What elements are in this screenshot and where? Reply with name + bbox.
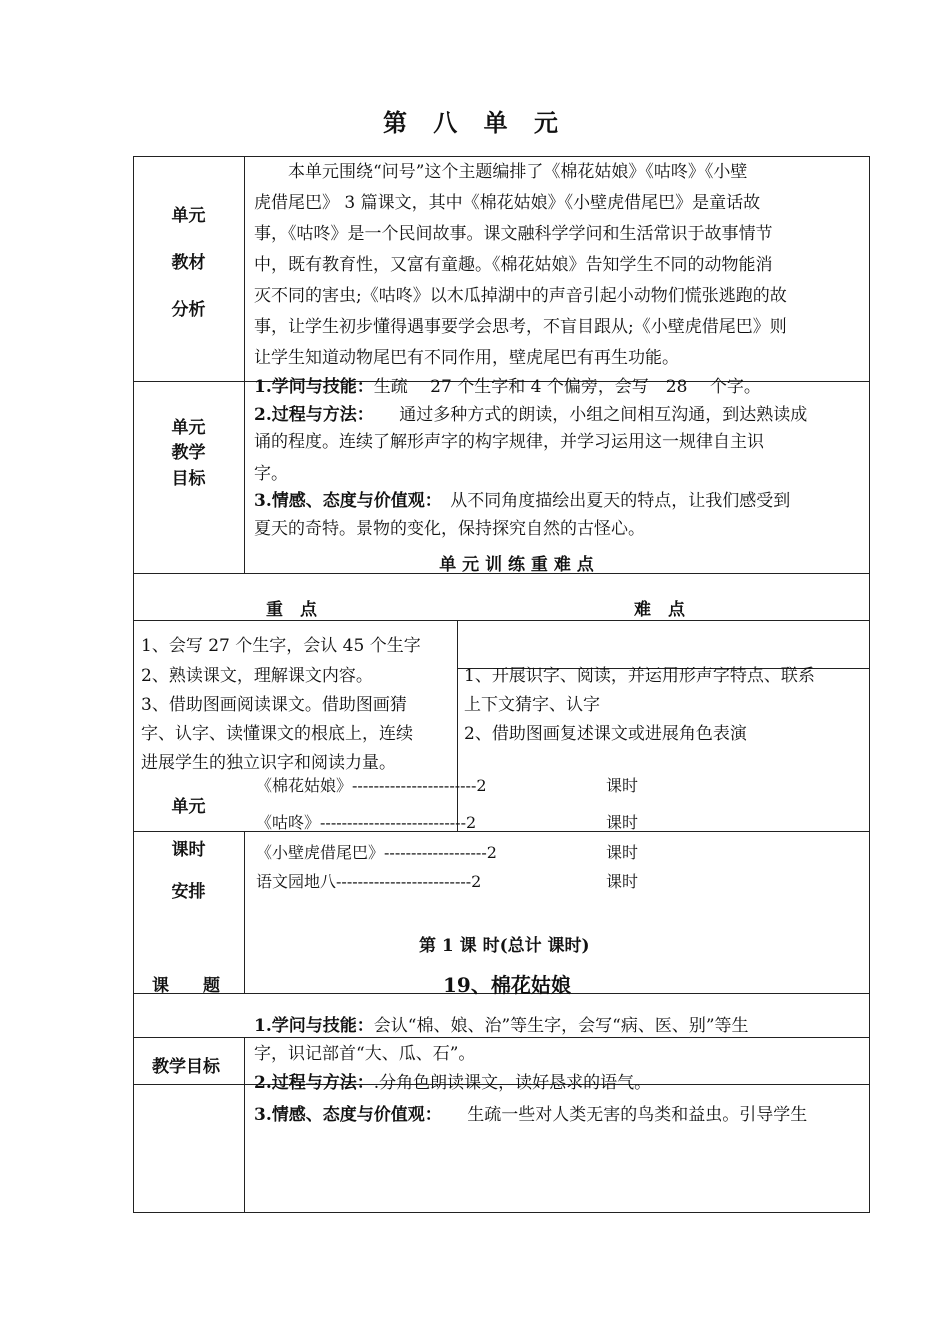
goals-label-line: 教学	[171, 443, 206, 463]
schedule-label-line: 课时	[171, 840, 206, 860]
goal-text: 夏天的奇特。景物的变化，保持探究自然的古怪心。	[254, 519, 645, 539]
analysis-line: 事，《咕咚》是一个民间故事。课文融科学学问和生活常识于故事情节	[254, 224, 773, 244]
analysis-line: 事，让学生初步懂得遇事要学会思考，不盲目跟从;《小壁虎借尾巴》则	[254, 317, 787, 337]
schedule-label-line: 安排	[171, 882, 206, 902]
goals-label-line: 目标	[171, 469, 206, 489]
goals-label-line: 单元	[171, 418, 206, 438]
schedule-item-title: 《小壁虎借尾巴》-------------------2	[256, 843, 497, 862]
period-heading: 第 1 课 时(总计 课时)	[419, 936, 590, 956]
goal-heading: 1.学问与技能：	[254, 377, 374, 397]
schedule-item	[256, 771, 487, 801]
schedule-item-title: 《棉花姑娘》-----------------------2	[256, 776, 487, 795]
schedule-label-line: 单元	[171, 797, 206, 817]
goal-emotion	[254, 486, 790, 516]
schedule-item	[256, 808, 476, 838]
goal-text: 生疏 27 个生字和 4 个偏旁，会写 28 个字。	[373, 377, 761, 397]
analysis-line: 中，既有教育性，又富有童趣。《棉花姑娘》告知学生不同的动物能消	[254, 255, 773, 275]
goal-text: 字。	[254, 464, 288, 484]
analysis-line: 灭不同的害虫;《咕咚》以木瓜掉湖中的声音引起小动物们慌张逃跑的故	[254, 286, 787, 306]
key-point-line: 进展学生的独立识字和阅读力量。	[141, 753, 396, 773]
analysis-label-line: 单元	[171, 206, 206, 226]
goal-text: 生疏一些对人类无害的鸟类和益虫。引导学生	[433, 1105, 808, 1125]
goal-process	[254, 400, 807, 430]
schedule-item-title: 《咕咚》---------------------------2	[256, 813, 477, 832]
difficult-point-line: 2、借助图画复述课文或进展角色表演	[464, 724, 747, 744]
goal-heading: 3.情感、态度与价值观：	[254, 491, 434, 511]
topic-label: 课 题	[152, 976, 220, 996]
lesson-goal-process	[254, 1068, 651, 1098]
goal-text: 诵的程度。连续了解形声字的构字规律，并学习运用这一规律自主识	[254, 432, 764, 452]
schedule-item-title: 语文园地八-------------------------2	[256, 872, 482, 891]
goal-heading: 3.情感、态度与价值观：	[254, 1105, 434, 1125]
goal-knowledge	[254, 372, 761, 402]
schedule-item-unit: 课时	[606, 776, 639, 795]
analysis-label-line: 分析	[171, 300, 206, 320]
difficult-point-line: 1、开展识字、阅读，并运用形声字特点、联系	[464, 666, 815, 686]
page-title: 第 八 单 元	[382, 108, 568, 137]
goal-heading: 1.学问与技能：	[254, 1016, 374, 1036]
key-points-heading: 单 元 训 练 重 难 点	[439, 555, 594, 575]
key-point-line: 3、借助图画阅读课文。借助图画猜	[141, 695, 407, 715]
schedule-item-unit: 课时	[606, 872, 639, 891]
lesson-goal-label: 教学目标	[152, 1057, 220, 1077]
goal-heading: 2.过程与方法：	[254, 1073, 374, 1093]
lesson-goal-knowledge	[254, 1011, 749, 1041]
analysis-line: 让学生知道动物尾巴有不同作用，壁虎尾巴有再生功能。	[254, 348, 679, 368]
schedule-item	[256, 867, 481, 897]
lesson-topic: 19、棉花姑娘	[443, 973, 571, 997]
key-point-line: 1、会写 27 个生字，会认 45 个生字	[141, 636, 421, 656]
goal-heading: 2.过程与方法：	[254, 405, 366, 425]
key-point-line: 2、熟读课文，理解课文内容。	[141, 666, 373, 686]
schedule-item	[256, 838, 497, 868]
key-column-header: 重 点	[266, 600, 317, 620]
schedule-item-unit: 课时	[606, 813, 639, 832]
analysis-label-line: 教材	[171, 253, 206, 273]
analysis-text	[254, 157, 864, 374]
difficult-point-line: 上下文猜字、认字	[464, 695, 600, 715]
schedule-item-unit: 课时	[606, 843, 639, 862]
goal-text: 从不同角度描绘出夏天的特点，让我们感受到	[433, 491, 791, 511]
analysis-line: 虎借尾巴》 3 篇课文，其中《棉花姑娘》《小壁虎借尾巴》是童话故	[254, 193, 761, 213]
goal-text: 会认“棉、娘、治”等生字，会写“病、医、别”等生	[373, 1016, 749, 1036]
goal-text: 字，识记部首“大、瓜、石”。	[254, 1044, 476, 1064]
lesson-goal-emotion	[254, 1100, 807, 1130]
difficult-column-header: 难 点	[634, 600, 685, 620]
key-point-line: 字、认字、读懂课文的根底上，连续	[141, 724, 413, 744]
analysis-line: 本单元围绕“问号”这个主题编排了《棉花姑娘》《咕咚》《小壁	[288, 162, 748, 182]
goal-text: 通过多种方式的朗读，小组之间相互沟通，到达熟读成	[365, 405, 808, 425]
goal-text: .分角色朗读课文，读好恳求的语气。	[373, 1073, 652, 1093]
